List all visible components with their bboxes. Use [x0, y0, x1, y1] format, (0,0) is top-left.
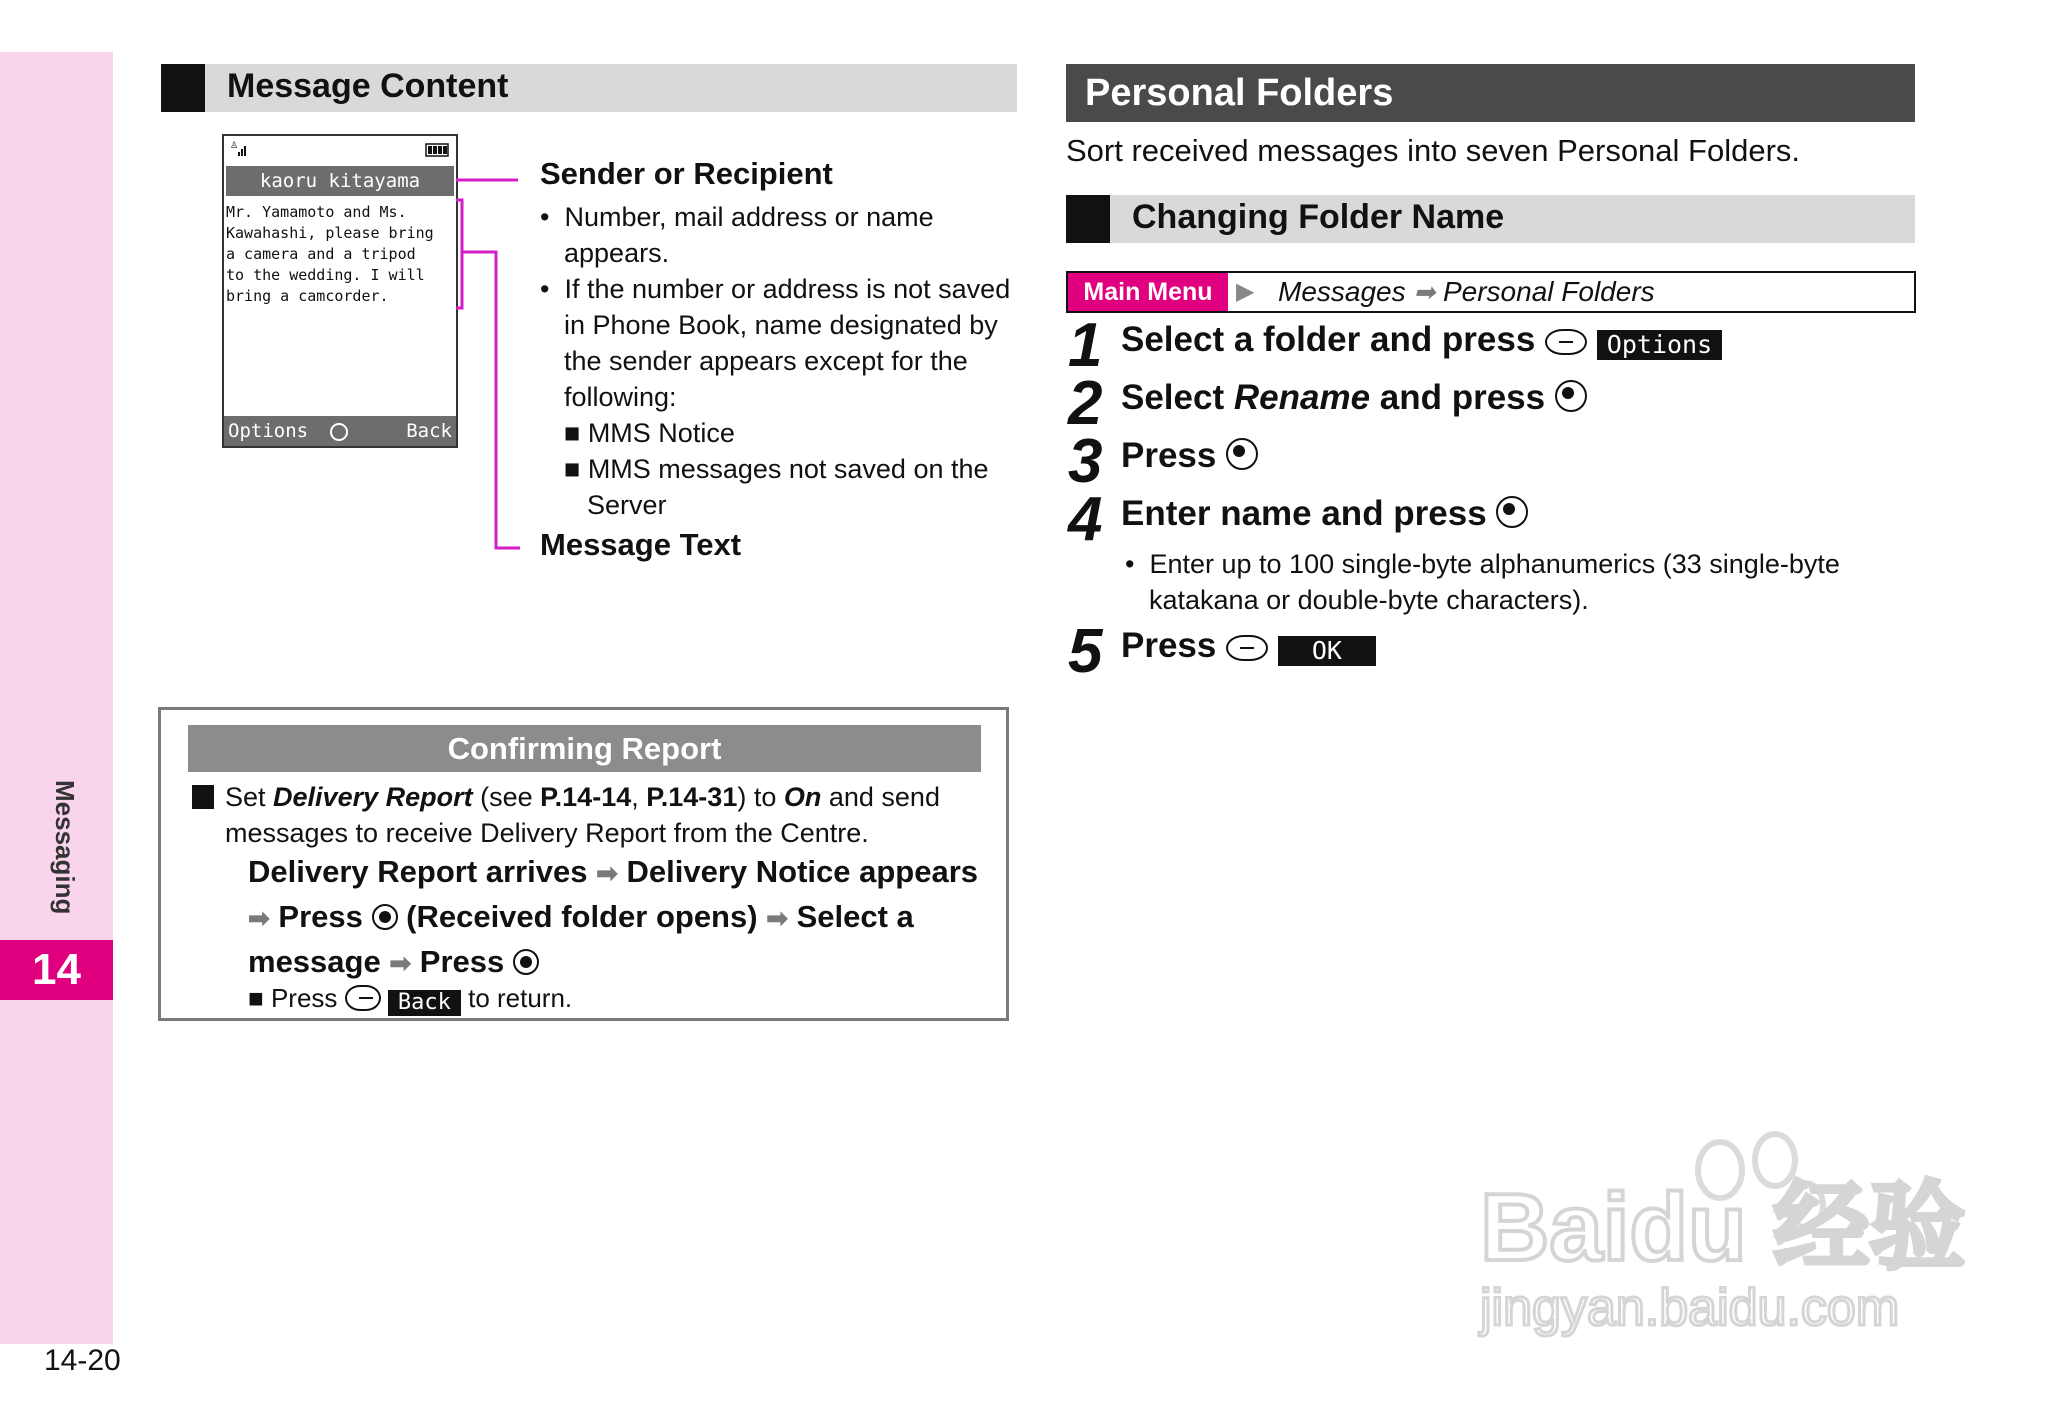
- step-4-note: • Enter up to 100 single-byte alphanumerics (33 single-byte katakana or double-byte characters).: [1125, 549, 1840, 615]
- chapter-side-tab: [0, 52, 113, 1344]
- back-key-label: Back: [388, 990, 461, 1016]
- menu-path-text: Messages ➡ Personal Folders: [1278, 276, 1655, 307]
- step-1-text: Select a folder and press Options: [1121, 320, 1722, 360]
- phone-sender-field: kaoru kitayama: [226, 166, 454, 196]
- sub-section-title: Changing Folder Name: [1132, 198, 1505, 236]
- svg-text:Baidu 经验: Baidu 经验: [1480, 1174, 1966, 1281]
- confirm-flow: [248, 850, 1008, 985]
- confirm-line-2: messages to receive Delivery Report from the Centre.: [225, 818, 869, 848]
- softkey-icon: [345, 985, 381, 1011]
- sub-section-square: [1066, 195, 1110, 243]
- step-number: 2: [1068, 369, 1103, 438]
- personal-folders-subtitle: Sort received messages into seven Personal Folders.: [1066, 133, 1801, 168]
- baidu-watermark: [1470, 1100, 1970, 1340]
- page-number: 14-20: [44, 1344, 121, 1377]
- step-5-text: Press OK: [1121, 626, 1376, 666]
- center-key-icon: [1555, 380, 1587, 412]
- confirm-flow-3: message ➡ Press: [248, 940, 1008, 985]
- options-key-label: Options: [1597, 330, 1722, 360]
- step-number: 1: [1068, 311, 1103, 380]
- step-number: 4: [1068, 485, 1103, 554]
- softkey-icon: [1545, 329, 1587, 355]
- arrow-icon: ➡: [248, 903, 270, 933]
- callout-sub-1: ■ MMS Notice: [564, 418, 735, 448]
- svg-text:jingyan.baidu.com: jingyan.baidu.com: [1480, 1279, 1900, 1337]
- arrow-icon: ➡: [596, 858, 618, 888]
- chapter-number: 14: [0, 940, 113, 1000]
- callout-bullet-1: • Number, mail address or name appears.: [540, 202, 934, 268]
- center-key-icon: [330, 423, 348, 441]
- menu-path-box: [1066, 271, 1916, 313]
- softkey-icon: [1226, 635, 1268, 661]
- phone-status-bar: [226, 138, 452, 160]
- softkey-options: Options: [228, 420, 309, 442]
- message-text-callout: Message Text: [540, 527, 742, 562]
- confirming-report-title: Confirming Report: [188, 725, 981, 772]
- triangle-icon: ▶: [1236, 278, 1255, 305]
- step-3-text: Press: [1121, 436, 1258, 476]
- ok-key-label: OK: [1278, 636, 1376, 666]
- section-header-square: [161, 64, 205, 112]
- sender-callout-title: Sender or Recipient: [540, 156, 833, 191]
- confirm-flow-2: ➡ Press (Received folder opens) ➡ Select a: [248, 899, 914, 934]
- section-title: Message Content: [227, 67, 509, 105]
- callout-sub-2: ■ MMS messages not saved on the Server: [564, 454, 989, 520]
- confirm-line-1: Set Delivery Report (see P.14-14, P.14-31) to On and send: [225, 782, 940, 812]
- personal-folders-title: Personal Folders: [1085, 72, 1394, 114]
- square-bullet-icon: [192, 785, 214, 809]
- callout-lines: [450, 170, 530, 550]
- step-number: 3: [1068, 427, 1103, 496]
- arrow-icon: ➡: [766, 903, 788, 933]
- softkey-back: Back: [406, 420, 452, 442]
- step-4-text: Enter name and press: [1121, 494, 1528, 534]
- confirm-flow-1: Delivery Report arrives ➡ Delivery Notice appears: [248, 854, 979, 889]
- center-key-icon: [1496, 496, 1528, 528]
- center-key-icon: [1226, 438, 1258, 470]
- paw-logo-icon: [1470, 1100, 1970, 1340]
- svg-text:♙: ♙: [230, 141, 239, 151]
- center-key-icon: [372, 904, 398, 930]
- confirm-instructions: [225, 779, 995, 851]
- signal-icon: [226, 138, 452, 160]
- arrow-icon: ➡: [389, 948, 412, 978]
- phone-screen: [222, 134, 458, 448]
- phone-message-body: Mr. Yamamoto and Ms. Kawahashi, please bring a camera and a tripod to the wedding. I will bring a camcorder.: [226, 203, 434, 305]
- phone-softkey-bar: [224, 416, 456, 446]
- chapter-label: Messaging: [50, 780, 80, 915]
- arrow-icon: ➡: [1413, 277, 1436, 307]
- confirm-note: ■ Press Back to return.: [248, 983, 573, 1015]
- step-number: 5: [1068, 617, 1103, 686]
- step-2-text: Select Rename and press: [1121, 378, 1587, 418]
- center-key-icon: [513, 949, 539, 975]
- callout-bullet-2: • If the number or address is not saved in Phone Book, name designated by the sender appears except for the following:: [540, 274, 1011, 412]
- main-menu-tag: Main Menu: [1068, 273, 1228, 311]
- sender-callout-body: [540, 199, 1020, 523]
